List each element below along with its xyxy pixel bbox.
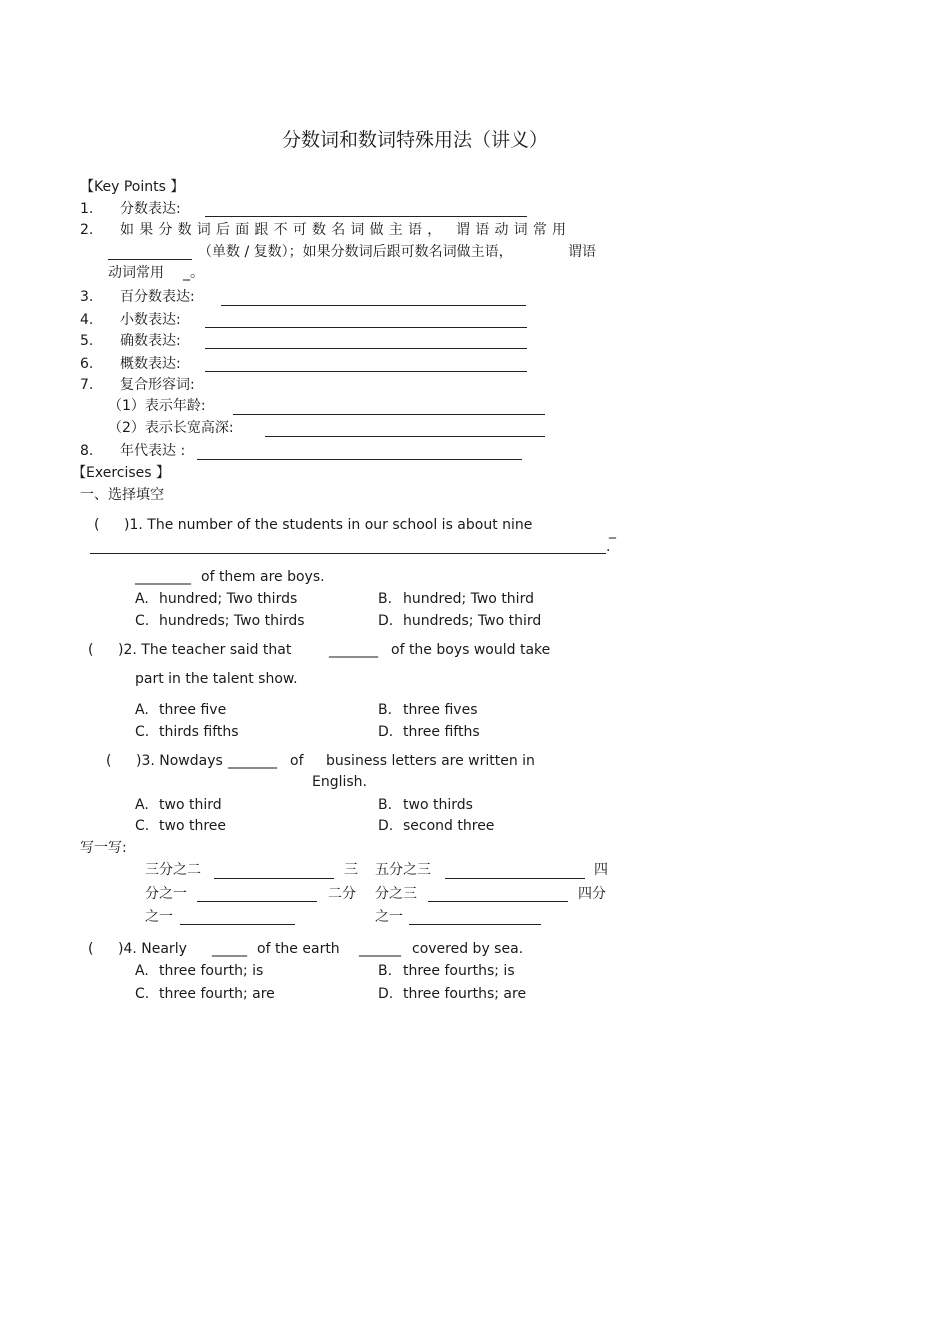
option-text: three fourths; are: [403, 986, 527, 1002]
item-text: 动词常用: [108, 265, 164, 281]
option-text: three fourth; are: [159, 986, 275, 1002]
fraction-prompt: 二分: [328, 886, 356, 902]
question-stem: )2. The teacher said that: [118, 642, 292, 658]
item-label: 分数表达:: [120, 201, 181, 217]
question-stem: )3. Nowdays: [136, 753, 223, 769]
answer-blank-text: _______: [228, 753, 277, 769]
answer-blank: [409, 924, 541, 925]
option-letter: D.: [378, 986, 394, 1002]
answer-blank: [428, 901, 568, 902]
question-stem: of them are boys.: [201, 569, 325, 585]
sub-item-label: （1）表示年龄:: [108, 398, 206, 414]
fraction-prompt: 三分之二: [145, 862, 201, 878]
fraction-prompt: 分之一: [145, 886, 187, 902]
item-text: （单数 / 复数）；如果分数词后跟可数名词做主语，: [198, 244, 513, 260]
key-points-header: 【Key Points 】: [80, 179, 185, 195]
item-label: 概数表达:: [120, 356, 181, 372]
option-text: thirds fifths: [159, 724, 239, 740]
item-text: 如果分数词后面跟不可数名词做主语， 谓语动词常用: [120, 222, 572, 238]
fraction-prompt: 三: [344, 862, 358, 878]
answer-paren: (: [88, 941, 94, 957]
fraction-prompt: 之一: [145, 909, 173, 925]
question-stem: )4. Nearly: [118, 941, 187, 957]
fraction-prompt: 分之三: [375, 886, 417, 902]
option-text: three five: [159, 702, 227, 718]
answer-blank: [205, 216, 527, 217]
option-text: hundred; Two thirds: [159, 591, 298, 607]
question-stem: business letters are written in: [326, 753, 535, 769]
option-text: two thirds: [403, 797, 473, 813]
answer-blank: [197, 901, 317, 902]
question-stem: of: [290, 753, 304, 769]
answer-blank: [445, 878, 585, 879]
option-text: hundreds; Two thirds: [159, 613, 305, 629]
option-letter: A.: [135, 591, 149, 607]
option-letter: C.: [135, 724, 150, 740]
question-mark: _: [609, 523, 616, 539]
fraction-prompt: 四分: [578, 886, 606, 902]
option-letter: C.: [135, 986, 150, 1002]
fraction-prompt: 五分之三: [375, 862, 431, 878]
option-letter: B.: [378, 702, 393, 718]
option-text: three fourths; is: [403, 963, 515, 979]
option-text: two third: [159, 797, 222, 813]
item-label: 百分数表达:: [120, 289, 195, 305]
item-label: 复合形容词:: [120, 377, 195, 393]
option-letter: D.: [378, 724, 394, 740]
item-number: 5.: [80, 333, 94, 349]
answer-blank: [233, 414, 545, 415]
item-number: 4.: [80, 312, 94, 328]
answer-blank-text: _____: [212, 941, 247, 957]
option-letter: B.: [378, 963, 393, 979]
item-label: 小数表达:: [120, 312, 181, 328]
option-letter: A.: [135, 963, 149, 979]
item-number: 7.: [80, 377, 94, 393]
answer-paren: (: [88, 642, 94, 658]
option-text: three fives: [403, 702, 478, 718]
option-text: hundred; Two third: [403, 591, 534, 607]
item-label: 确数表达:: [120, 333, 181, 349]
question-stem: covered by sea.: [412, 941, 524, 957]
option-text: three fourth; is: [159, 963, 264, 979]
write-section-label: 写一写:: [80, 840, 127, 856]
option-letter: C.: [135, 818, 150, 834]
question-stem: of the boys would take: [391, 642, 551, 658]
fraction-prompt: 四: [594, 862, 608, 878]
answer-blank: [197, 459, 522, 460]
question-period: .: [606, 539, 611, 555]
answer-blank: [90, 553, 606, 554]
answer-blank: [205, 327, 527, 328]
answer-blank-text: ______: [359, 941, 401, 957]
option-letter: A.: [135, 702, 149, 718]
option-text: second three: [403, 818, 495, 834]
option-text: hundreds; Two third: [403, 613, 542, 629]
page-title: 分数词和数词特殊用法（讲义）: [282, 129, 549, 151]
option-letter: B.: [378, 797, 393, 813]
question-stem: part in the talent show.: [135, 671, 298, 687]
sub-item-label: （2）表示长宽高深:: [108, 420, 234, 436]
option-letter: A.: [135, 797, 149, 813]
item-label: 年代表达 :: [120, 443, 186, 459]
answer-blank: [205, 348, 527, 349]
item-number: 1.: [80, 201, 94, 217]
answer-blank: [180, 924, 295, 925]
item-text: _。: [183, 265, 204, 281]
answer-paren: (: [94, 517, 100, 533]
item-number: 6.: [80, 356, 94, 372]
item-number: 8.: [80, 443, 94, 459]
question-stem: )1. The number of the students in our school is about nine: [124, 517, 533, 533]
answer-blank: [221, 305, 526, 306]
option-letter: D.: [378, 818, 394, 834]
item-text: 谓语: [568, 244, 596, 260]
option-letter: D.: [378, 613, 394, 629]
answer-blank: [265, 436, 545, 437]
question-stem: of the earth: [257, 941, 340, 957]
option-letter: B.: [378, 591, 393, 607]
question-stem: English.: [312, 774, 368, 790]
answer-blank-text: ________: [135, 569, 191, 585]
item-number: 3.: [80, 289, 94, 305]
answer-blank: [205, 371, 527, 372]
option-text: two three: [159, 818, 226, 834]
exercises-header: 【Exercises 】: [72, 465, 170, 481]
section-title: 一、选择填空: [80, 487, 164, 503]
option-letter: C.: [135, 613, 150, 629]
answer-paren: (: [106, 753, 112, 769]
option-text: three fifths: [403, 724, 480, 740]
fraction-prompt: 之一: [375, 909, 403, 925]
answer-blank-text: _______: [329, 642, 378, 658]
answer-blank: [214, 878, 334, 879]
item-number: 2.: [80, 222, 94, 238]
answer-blank: [108, 259, 192, 260]
